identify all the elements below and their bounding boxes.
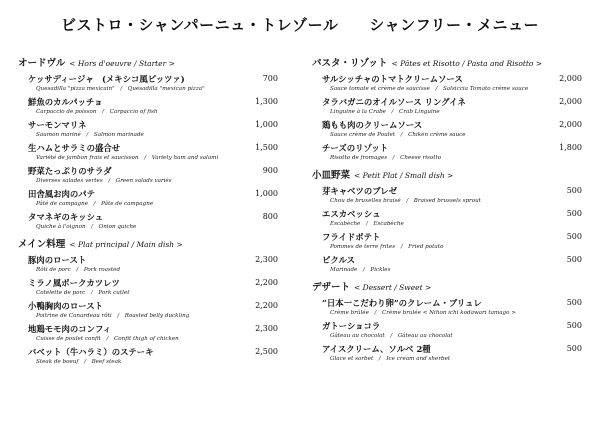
item-price: 1,300 [255, 97, 278, 106]
item-price: 1,800 [559, 143, 582, 152]
item-name: 野菜たっぷりのサラダ [28, 166, 112, 176]
menu-item [312, 71, 582, 94]
item-price: 2,500 [255, 347, 278, 356]
item-translation: Marinade / Pickles [330, 267, 391, 273]
menu-item [312, 117, 582, 140]
section-title: オードヴル [18, 58, 66, 69]
section-header [312, 57, 582, 71]
page-title: ビストロ・シャンパーニュ・トレゾール シャンフリー・メニュー [61, 16, 539, 34]
item-translation: Pâté de campagne / Pâte de campagne [36, 201, 154, 207]
menu-item [312, 183, 582, 206]
section-title: メイン料理 [18, 239, 66, 250]
item-translation: Glace et sorbet / Ice cream and sherbet [330, 356, 451, 362]
menu-item [18, 275, 282, 298]
item-translation: Pommes de terre frites / Fried potato [330, 244, 444, 250]
section-header [312, 169, 582, 183]
section-dessert [312, 281, 582, 364]
item-price: 1,000 [255, 189, 278, 198]
section-subtitle: < Plat principal / Main dish > [69, 240, 183, 249]
item-name: 鶏もも肉のクリームソース [322, 120, 423, 130]
section-header [18, 238, 282, 252]
section-subtitle: < Dessert / Sweet > [354, 283, 432, 292]
item-name: チーズのリゾット [322, 143, 389, 153]
item-name: 豚肉のロースト [28, 255, 87, 265]
item-translation: Quiche à l'oignon / Onion quiche [36, 224, 137, 230]
section-header [312, 281, 582, 295]
item-translation: Cotelette de porc / Pork cutlet [36, 290, 130, 296]
item-name: 地鶏モモ肉のコンフィ [28, 324, 112, 334]
right-column [312, 57, 582, 370]
item-translation: Crème brûlée / Crème brulée < Nihon ichi kodawari tamago > [330, 310, 516, 316]
menu-item [18, 117, 282, 140]
menu-item [312, 318, 582, 341]
item-translation: Rôti de porc / Pork roasted [36, 267, 121, 273]
item-price: 500 [566, 321, 582, 330]
item-name: バベット（牛ハラミ）のステーキ [28, 347, 154, 357]
item-name: タマネギのキッシュ [28, 212, 104, 222]
left-column [18, 57, 282, 373]
menu-item [312, 341, 582, 364]
section-subtitle: < Hors d'oeuvre / Starter > [69, 59, 175, 68]
item-translation: Sauce tomate et crème de saucisse / Salsiccia Tomato crème sauce [330, 86, 529, 92]
item-translation: Variété de jambon frais et saucisson / Variety ham and salami [36, 155, 219, 161]
menu-item [18, 94, 282, 117]
section-subtitle: < Pâtes et Risotto / Pasta and Risotto > [391, 59, 543, 68]
item-price: 500 [566, 344, 582, 353]
section-petit [312, 169, 582, 275]
item-translation: Saumon mariné / Salmon marinade [36, 132, 144, 138]
item-translation: Carpaccio de poisson / Carpaccio of fish [36, 109, 158, 115]
item-name: アイスクリーム、ソルベ 2種 [322, 344, 431, 354]
menu-item [312, 252, 582, 275]
item-translation: Risotto de fromages / Cheese risotto [330, 155, 442, 161]
menu-item [18, 209, 282, 232]
item-translation: Sauce crème de Poulet / Chiken crème sauce [330, 132, 466, 138]
item-name: サルシッチャのトマトクリームソース [322, 74, 463, 84]
item-price: 500 [566, 298, 582, 307]
item-name: タラバガニのオイルソース リングイネ [322, 97, 466, 107]
menu-item [18, 71, 282, 94]
section-starter [18, 57, 282, 232]
item-price: 500 [566, 232, 582, 241]
item-price: 500 [566, 186, 582, 195]
item-name: 田舎風お肉のパテ [28, 189, 95, 199]
item-price: 1,500 [255, 143, 278, 152]
section-title: 小皿野菜 [312, 170, 351, 181]
section-title: デザート [312, 282, 351, 293]
item-translation: Chou de bruxelles braisé / Braised brussels sprout [330, 198, 481, 204]
item-price: 1,000 [255, 120, 278, 129]
section-pasta [312, 57, 582, 163]
item-name: “日本一こだわり卵”のクレーム・ブリュレ [322, 298, 482, 308]
item-name: 芽キャベツのブレゼ [322, 186, 398, 196]
item-translation: Quesadilla "pizza mexicain" / Quesadilla "mexican pizza" [36, 86, 205, 92]
item-translation: Steak de boeuf / Beef steak [36, 359, 122, 365]
item-price: 500 [566, 255, 582, 264]
section-title: パスタ・リゾット [312, 58, 388, 69]
section-main [18, 238, 282, 367]
item-price: 2,000 [559, 120, 582, 129]
item-name: エスカベッシュ [322, 209, 381, 219]
item-translation: Gâteau au chocolat / Gâteau au chocolat [330, 333, 453, 339]
item-name: ガトーショコラ [322, 321, 381, 331]
item-price: 900 [262, 166, 278, 175]
item-price: 2,200 [255, 301, 278, 310]
menu-item [18, 163, 282, 186]
item-price: 2,000 [559, 74, 582, 83]
menu-item [18, 344, 282, 367]
menu-item [312, 94, 582, 117]
item-name: ピクルス [322, 255, 355, 265]
menu-item [18, 298, 282, 321]
menu-item [18, 252, 282, 275]
item-price: 500 [566, 209, 582, 218]
item-translation: Diverses salades vertes / Green salads variés [36, 178, 172, 184]
item-name: 生ハムとサラミの盛合せ [28, 143, 121, 153]
item-translation: Escabèche / Escabèche [330, 221, 404, 227]
item-price: 2,300 [255, 324, 278, 333]
item-name: サーモンマリネ [28, 120, 87, 130]
item-name: 鮮魚のカルパッチョ [28, 97, 103, 107]
item-name: 小鴨胸肉のロースト [28, 301, 103, 311]
menu-item [18, 140, 282, 163]
menu-item [312, 229, 582, 252]
menu-item [18, 321, 282, 344]
menu-item [312, 140, 582, 163]
section-subtitle: < Petit Plat / Small dish > [354, 171, 454, 180]
item-name: ケッサディージャ (メキシコ風ピッツァ) [28, 74, 185, 84]
item-name: フライドポテト [322, 232, 381, 242]
item-price: 700 [262, 74, 278, 83]
menu-item [312, 295, 582, 318]
menu-item [312, 206, 582, 229]
item-price: 800 [262, 212, 278, 221]
section-header [18, 57, 282, 71]
item-translation: Linguine à la Crabe / Crab Linguine [330, 109, 440, 115]
item-translation: Poitrine de Canardeau rôti / Roasted belly duckling [36, 313, 190, 319]
item-price: 2,000 [559, 97, 582, 106]
item-translation: Cuisse de poulet confit / Confit thigh of chicken [36, 336, 179, 342]
item-price: 2,200 [255, 278, 278, 287]
menu-item [18, 186, 282, 209]
item-price: 2,300 [255, 255, 278, 264]
item-name: ミラノ風ポークカツレツ [28, 278, 120, 288]
